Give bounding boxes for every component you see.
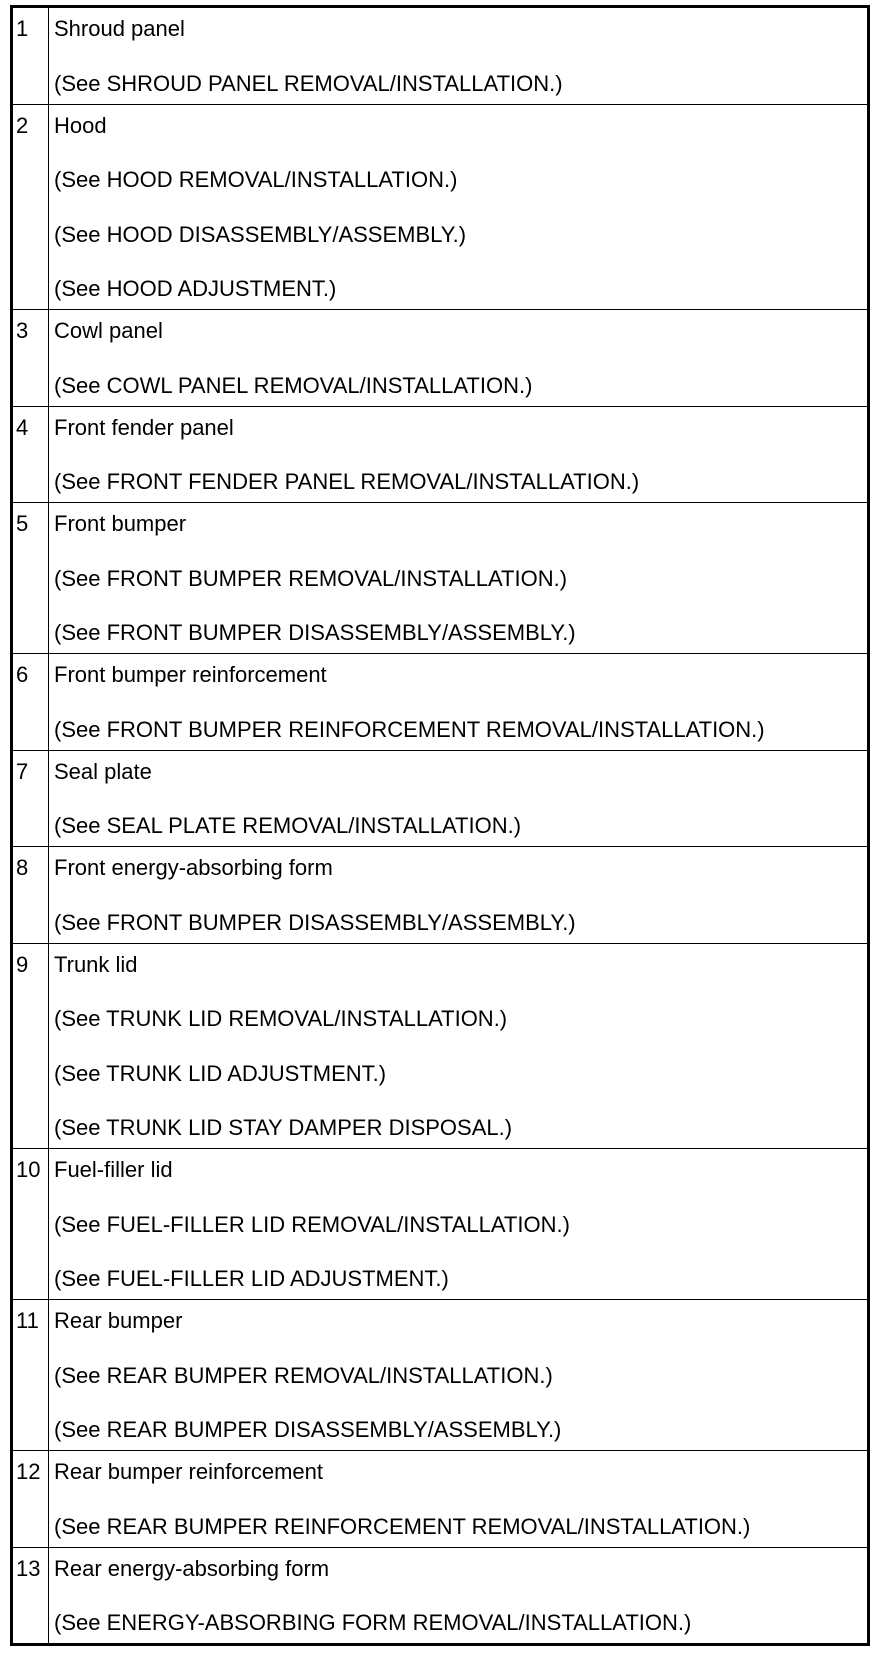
procedure-reference: (See SEAL PLATE REMOVAL/INSTALLATION.) [54, 813, 522, 838]
table-row [12, 1149, 869, 1300]
parts-reference-table [10, 5, 870, 1646]
item-description-cell [49, 943, 869, 1149]
item-number: 2 [12, 104, 49, 310]
item-description-cell [49, 310, 869, 407]
table-row [12, 406, 869, 503]
item-description-cell [49, 654, 869, 751]
procedure-reference: (See HOOD DISASSEMBLY/ASSEMBLY.) [54, 221, 467, 247]
part-name: Front bumper [54, 511, 187, 536]
item-number: 1 [12, 7, 49, 105]
item-number: 10 [12, 1149, 49, 1300]
part-name: Trunk lid [54, 951, 138, 977]
part-name: Front fender panel [54, 414, 234, 440]
table-row [12, 943, 869, 1149]
procedure-reference: (See REAR BUMPER REINFORCEMENT REMOVAL/INSTALLATION.) [54, 1513, 751, 1539]
part-name: Rear energy-absorbing form [54, 1555, 330, 1581]
table-row [12, 1451, 869, 1548]
procedure-reference: (See ENERGY-ABSORBING FORM REMOVAL/INSTALLATION.) [54, 1610, 692, 1635]
part-name: Cowl panel [54, 318, 163, 343]
procedure-reference: (See FRONT BUMPER DISASSEMBLY/ASSEMBLY.) [54, 909, 576, 935]
procedure-reference: (See FUEL-FILLER LID REMOVAL/INSTALLATION.) [54, 1211, 570, 1237]
table-row [12, 7, 869, 105]
table-row [12, 654, 869, 751]
item-number: 3 [12, 310, 49, 407]
item-number: 8 [12, 847, 49, 944]
item-description-cell [49, 1149, 869, 1300]
item-description-cell [49, 847, 869, 944]
procedure-reference: (See SHROUD PANEL REMOVAL/INSTALLATION.) [54, 70, 563, 96]
item-description-cell [49, 1300, 869, 1451]
table-row [12, 1300, 869, 1451]
item-number: 13 [12, 1547, 49, 1645]
part-name: Front energy-absorbing form [54, 855, 333, 880]
part-name: Hood [54, 112, 107, 138]
procedure-reference: (See FRONT BUMPER REMOVAL/INSTALLATION.) [54, 565, 568, 591]
table-row [12, 310, 869, 407]
procedure-reference: (See FUEL-FILLER LID ADJUSTMENT.) [54, 1266, 449, 1291]
item-description-cell [49, 1547, 869, 1645]
procedure-reference: (See COWL PANEL REMOVAL/INSTALLATION.) [54, 372, 533, 398]
procedure-reference: (See TRUNK LID ADJUSTMENT.) [54, 1060, 387, 1086]
procedure-reference: (See REAR BUMPER REMOVAL/INSTALLATION.) [54, 1362, 553, 1388]
table-row [12, 503, 869, 654]
procedure-reference: (See FRONT BUMPER REINFORCEMENT REMOVAL/INSTALLATION.) [54, 716, 765, 742]
table-row [12, 1547, 869, 1645]
part-name: Rear bumper [54, 1308, 183, 1333]
procedure-reference: (See TRUNK LID STAY DAMPER DISPOSAL.) [54, 1115, 513, 1140]
item-number: 6 [12, 654, 49, 751]
table-row [12, 847, 869, 944]
item-number: 11 [12, 1300, 49, 1451]
part-name: Fuel-filler lid [54, 1157, 173, 1182]
procedure-reference: (See TRUNK LID REMOVAL/INSTALLATION.) [54, 1006, 508, 1031]
item-number: 7 [12, 750, 49, 847]
procedure-reference: (See FRONT FENDER PANEL REMOVAL/INSTALLATION.) [54, 469, 640, 494]
table-row [12, 104, 869, 310]
procedure-reference: (See HOOD ADJUSTMENT.) [54, 276, 337, 301]
part-name: Shroud panel [54, 16, 185, 41]
item-description-cell [49, 503, 869, 654]
item-description-cell [49, 406, 869, 503]
item-description-cell [49, 104, 869, 310]
item-number: 4 [12, 406, 49, 503]
part-name: Rear bumper reinforcement [54, 1459, 324, 1484]
item-number: 12 [12, 1451, 49, 1548]
part-name: Front bumper reinforcement [54, 662, 327, 687]
item-number: 9 [12, 943, 49, 1149]
procedure-reference: (See REAR BUMPER DISASSEMBLY/ASSEMBLY.) [54, 1417, 562, 1442]
part-name: Seal plate [54, 758, 152, 784]
procedure-reference: (See HOOD REMOVAL/INSTALLATION.) [54, 167, 458, 192]
table-row [12, 750, 869, 847]
item-description-cell [49, 7, 869, 105]
item-description-cell [49, 1451, 869, 1548]
procedure-reference: (See FRONT BUMPER DISASSEMBLY/ASSEMBLY.) [54, 620, 576, 645]
item-number: 5 [12, 503, 49, 654]
item-description-cell [49, 750, 869, 847]
